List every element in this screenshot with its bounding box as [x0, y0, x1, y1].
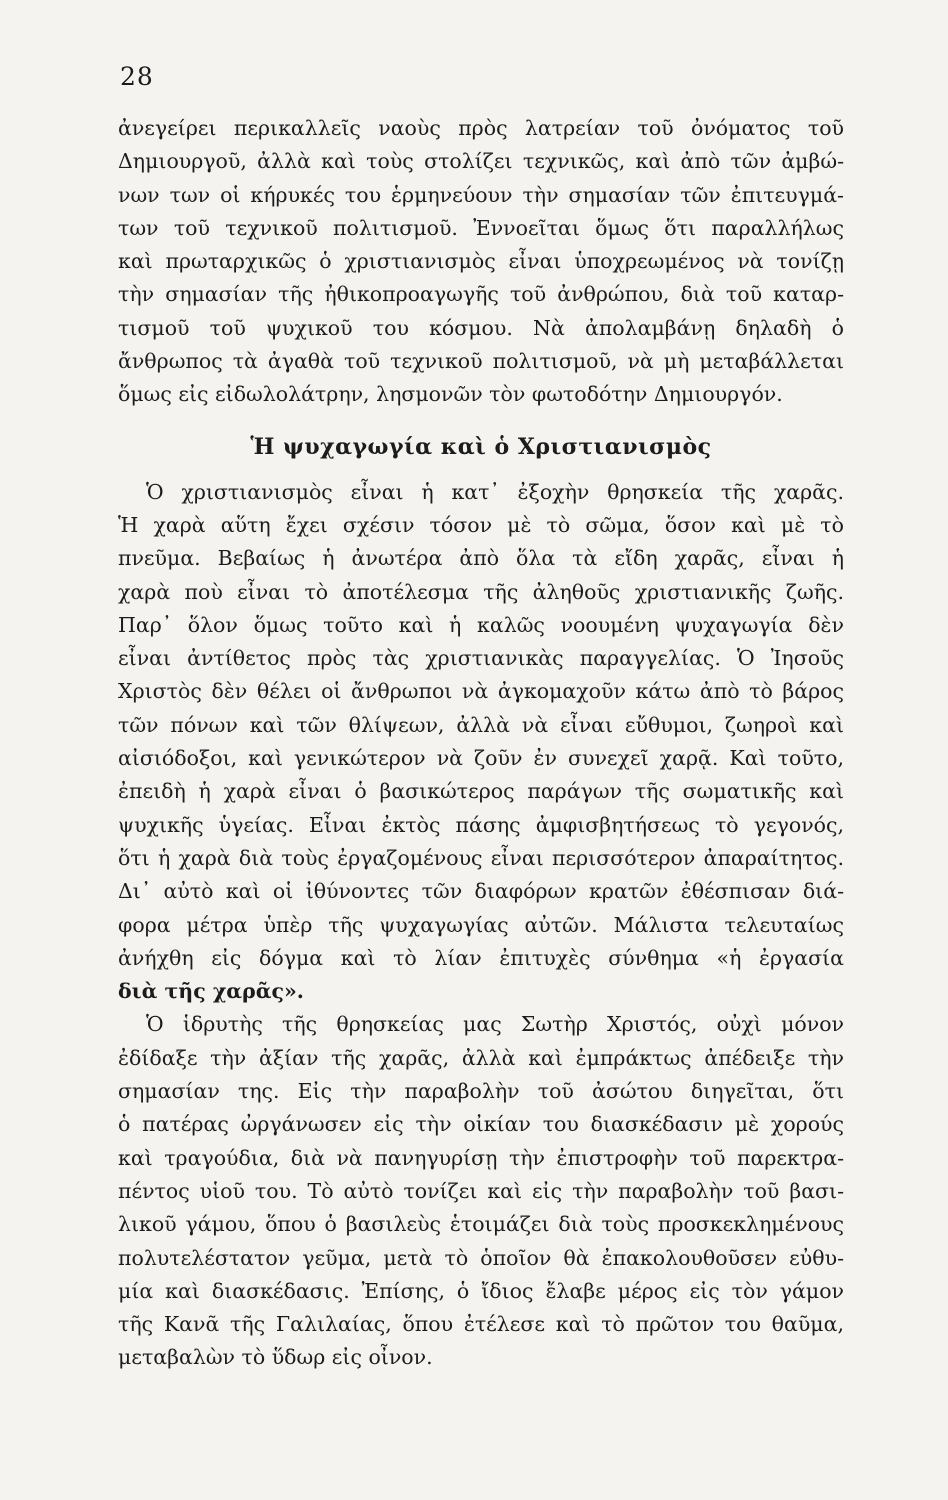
text-line: ἀνεγείρει περικαλλεῖς ναοὺς πρὸς λατρείαν τοῦ ὀνόματος τοῦ	[118, 116, 844, 140]
text-line: ἀνήχθη εἰς δόγμα καὶ τὸ λίαν ἐπιτυχὲς σύνθημα «ἡ ἐργασία	[118, 945, 844, 970]
text-line: ὅτι ἡ χαρὰ διὰ τοὺς ἐργαζομένους εἶναι περισσότερον ἀπαραίτητος.	[118, 845, 844, 870]
text-line: καὶ τραγούδια, διὰ νὰ πανηγυρίσῃ τὴν ἐπιστροφὴν τοῦ παρεκτρα-	[118, 1145, 844, 1170]
text-line: τὴν σημασίαν τῆς ἠθικοπροαγωγῆς τοῦ ἀνθρώπου, διὰ τοῦ καταρ-	[118, 282, 844, 307]
text-line: ὅμως εἰς εἰδωλολάτρην, λησμονῶν τὸν φωτοδότην Δημιουργόν.	[118, 382, 783, 407]
text-line: Παρ᾽ ὅλον ὅμως τοῦτο καὶ ἡ καλῶς νοουμένη ψυχαγωγία δὲν	[118, 612, 844, 637]
text-line: Δι᾽ αὐτὸ καὶ οἱ ἰθύνοντες τῶν διαφόρων κρατῶν ἐθέσπισαν διά-	[118, 879, 844, 904]
text-line: λικοῦ γάμου, ὅπου ὁ βασιλεὺς ἑτοιμάζει διὰ τοὺς προσκεκλημένους	[118, 1212, 844, 1237]
text-line: σημασίαν της. Εἰς τὴν παραβολὴν τοῦ ἀσώτου διηγεῖται, ὅτι	[118, 1079, 844, 1104]
text-line: μία καὶ διασκέδασις. Ἐπίσης, ὁ ἴδιος ἔλαβε μέρος εἰς τὸν γάμον	[118, 1278, 844, 1303]
text-line: Ὁ ἱδρυτὴς τῆς θρησκείας μας Σωτὴρ Χριστός, οὐχὶ μόνον	[146, 1012, 844, 1037]
section-heading: Ἡ ψυχαγωγία καὶ ὁ Χριστιανισμὸς	[250, 433, 712, 460]
paragraph-1	[118, 112, 844, 412]
paragraph-2	[118, 476, 844, 1009]
paragraph-3	[118, 1008, 844, 1374]
text-line: νων των οἱ κήρυκές του ἑρμηνεύουν τὴν σημασίαν τῶν ἐπιτευγμά-	[118, 182, 844, 207]
text-line: τῆς Κανᾶ τῆς Γαλιλαίας, ὅπου ἐτέλεσε καὶ τὸ πρῶτον του θαῦμα,	[118, 1312, 844, 1337]
text-line: των τοῦ τεχνικοῦ πολιτισμοῦ. Ἐννοεῖται ὅμως ὅτι παραλλήλως	[118, 215, 844, 240]
text-line: διὰ τῆς χαρᾶς».	[118, 979, 304, 1004]
text-line: χαρὰ ποὺ εἶναι τὸ ἀποτέλεσμα τῆς ἀληθοῦς χριστιανικῆς ζωῆς.	[118, 579, 844, 604]
text-line: Χριστὸς δὲν θέλει οἱ ἄνθρωποι νὰ ἀγκομαχοῦν κάτω ἀπὸ τὸ βάρος	[118, 679, 844, 704]
text-line: Ἡ χαρὰ αὕτη ἔχει σχέσιν τόσον μὲ τὸ σῶμα, ὅσον καὶ μὲ τὸ	[118, 512, 844, 537]
text-line: ἐπειδὴ ἡ χαρὰ εἶναι ὁ βασικώτερος παράγων τῆς σωματικῆς καὶ	[118, 779, 844, 804]
text-line: ἄνθρωπος τὰ ἀγαθὰ τοῦ τεχνικοῦ πολιτισμοῦ, νὰ μὴ μεταβάλλεται	[118, 349, 844, 374]
text-line: Δημιουργοῦ, ἀλλὰ καὶ τοὺς στολίζει τεχνικῶς, καὶ ἀπὸ τῶν ἀμβώ-	[118, 149, 844, 174]
text-line: μεταβαλὼν τὸ ὕδωρ εἰς οἶνον.	[118, 1345, 433, 1370]
text-line: εἶναι ἀντίθετος πρὸς τὰς χριστιανικὰς παραγγελίας. Ὁ Ἰησοῦς	[118, 646, 844, 671]
text-line: αἰσιόδοξοι, καὶ γενικώτερον νὰ ζοῦν ἐν συνεχεῖ χαρᾷ. Καὶ τοῦτο,	[118, 746, 844, 771]
text-line: τισμοῦ τοῦ ψυχικοῦ του κόσμου. Νὰ ἀπολαμβάνῃ δηλαδὴ ὁ	[118, 315, 844, 340]
text-line: ψυχικῆς ὑγείας. Εἶναι ἐκτὸς πάσης ἀμφισβητήσεως τὸ γεγονός,	[118, 812, 844, 837]
text-line: πολυτελέστατον γεῦμα, μετὰ τὸ ὁποῖον θὰ ἐπακολουθοῦσεν εὐθυ-	[118, 1245, 844, 1270]
page-number: 28	[120, 62, 154, 91]
text-line: φορα μέτρα ὑπὲρ τῆς ψυχαγωγίας αὐτῶν. Μάλιστα τελευταίως	[118, 912, 844, 937]
text-line: πνεῦμα. Βεβαίως ἡ ἀνωτέρα ἀπὸ ὅλα τὰ εἴδη χαρᾶς, εἶναι ἡ	[118, 546, 844, 571]
page-body	[118, 112, 844, 1375]
text-line: Ὁ χριστιανισμὸς εἶναι ἡ κατ᾽ ἐξοχὴν θρησκεία τῆς χαρᾶς.	[146, 479, 844, 504]
text-line: πέντος υἱοῦ του. Τὸ αὐτὸ τονίζει καὶ εἰς τὴν παραβολὴν τοῦ βασι-	[118, 1178, 844, 1203]
text-line: ἐδίδαξε τὴν ἀξίαν τῆς χαρᾶς, ἀλλὰ καὶ ἐμπράκτως ἀπέδειξε τὴν	[118, 1045, 844, 1070]
text-line: τῶν πόνων καὶ τῶν θλίψεων, ἀλλὰ νὰ εἶναι εὔθυμοι, ζωηροὶ καὶ	[118, 712, 844, 737]
text-line: ὁ πατέρας ὠργάνωσεν εἰς τὴν οἰκίαν του διασκέδασιν μὲ χορούς	[118, 1112, 844, 1137]
text-line: καὶ πρωταρχικῶς ὁ χριστιανισμὸς εἶναι ὑποχρεωμένος νὰ τονίζῃ	[118, 249, 844, 274]
